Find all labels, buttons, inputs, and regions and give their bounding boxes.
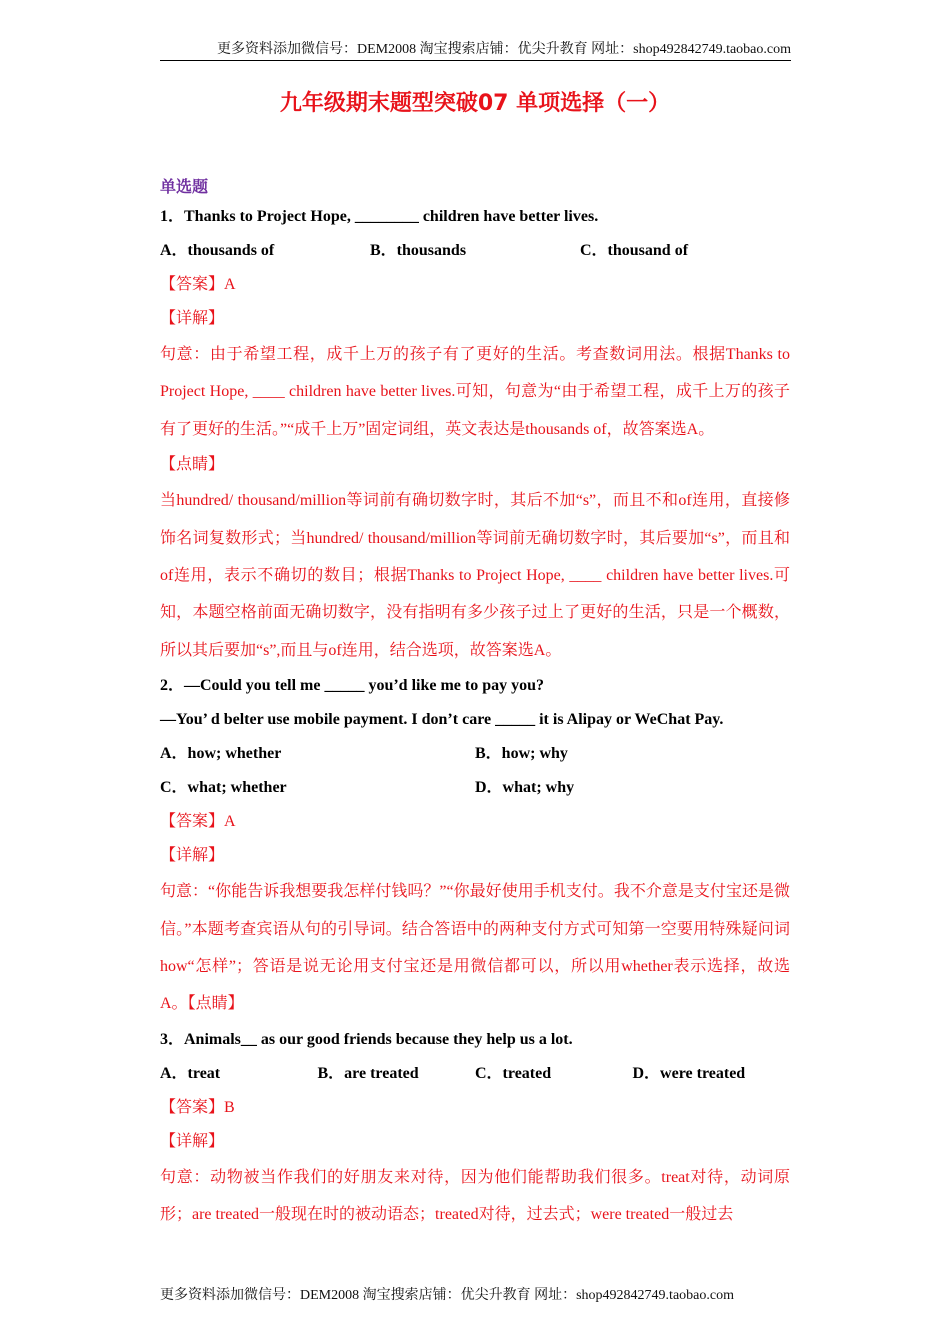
q1-explanation: 句意：由于希望工程，成千上万的孩子有了更好的生活。考查数词用法。根据Thanks to Project Hope, ____ children have better lives.可知，句意为“由于希望工程，成千上万的孩子有了更好的生活。”“成千上万”固定词组，英文表达是thousands of，故答案选A。 bbox=[160, 346, 790, 438]
q2-option-c: C．what; whether bbox=[160, 779, 287, 797]
q2-answer-value: A bbox=[224, 813, 236, 831]
q2-option-d: D．what; why bbox=[475, 779, 575, 797]
q3-answer-value: B bbox=[224, 1098, 235, 1116]
q2-point-label: 【点睛】 bbox=[187, 995, 244, 1013]
answer-label: 【答案】 bbox=[160, 1098, 225, 1116]
q1-answer bbox=[160, 268, 790, 302]
question-2-stem-2: —You’ d belter use mobile payment. I don’t care _____ it is Alipay or WeChat Pay. bbox=[160, 711, 724, 729]
question-1-options bbox=[160, 234, 790, 268]
section-label: 单选题 bbox=[160, 177, 209, 196]
q2-option-a: A．how; whether bbox=[160, 745, 282, 763]
q1-point-label: 【点睛】 bbox=[160, 456, 225, 474]
q1-point: 当hundred/ thousand/million等词前有确切数字时，其后不加“s”，而且不和of连用，直接修饰名词复数形式；当hundred/ thousand/million等词前无确切数字时，其后要加“s”，而且和of连用，表示不确切的数目；根据Thanks to Project Hope, ____ children have better lives.可知，本题空格前面无确切数字，没有指明有多少孩子过上了更好的生活，只是一个概数，所以其后要加“s”,而且与of连用，结合选项，故答案选A。 bbox=[160, 492, 790, 659]
q1-answer-value: A bbox=[224, 276, 236, 293]
q3-option-d: D．were treated bbox=[632, 1064, 746, 1082]
question-3-stem: 3．Animals__ as our good friends because they help us a lot. bbox=[160, 1030, 573, 1048]
q3-option-c: C．treated bbox=[475, 1064, 552, 1082]
question-2-options-row-1 bbox=[160, 737, 790, 771]
page-footer: 更多资料添加微信号：DEM2008 淘宝搜索店铺：优尖升教育 网址：shop492842749.taobao.com bbox=[160, 1288, 734, 1303]
q2-explanation-text: 句意：“你能告诉我想要我怎样付钱吗？”“你最好使用手机支付。我不介意是支付宝还是微信。”本题考查宾语从句的引导词。结合答语中的两种支付方式可知第一空要用特殊疑问词how“怎样”；答语是说无论用支付宝还是用微信都可以，所以用whether表示选择，故选A。 bbox=[160, 883, 790, 1013]
answer-label: 【答案】 bbox=[160, 813, 225, 831]
question-1-stem: 1．Thanks to Project Hope, ________ children have better lives. bbox=[160, 208, 599, 225]
answer-label: 【答案】 bbox=[160, 276, 225, 293]
q2-explanation bbox=[160, 873, 790, 1023]
question-3-options bbox=[160, 1057, 790, 1091]
q1-option-c: C．thousand of bbox=[580, 242, 689, 259]
q2-answer bbox=[160, 805, 790, 839]
q3-explanation: 句意：动物被当作我们的好朋友来对待，因为他们能帮助我们很多。treat对待，动词原形；are treated一般现在时的被动语态；treated对待，过去式；were treated一般过去 bbox=[160, 1168, 790, 1224]
q1-option-b: B．thousands bbox=[370, 242, 467, 259]
q3-answer bbox=[160, 1091, 790, 1125]
q3-option-b: B．are treated bbox=[317, 1064, 419, 1082]
page-header: 更多资料添加微信号：DEM2008 淘宝搜索店铺：优尖升教育 网址：shop492842749.taobao.com bbox=[160, 38, 791, 61]
question-2-stem-1: 2．—Could you tell me _____ you’d like me to pay you? bbox=[160, 677, 545, 695]
question-2-options-row-2 bbox=[160, 771, 790, 805]
q3-explain-label: 【详解】 bbox=[160, 1132, 225, 1150]
document-body bbox=[160, 174, 790, 1234]
q1-option-a: A．thousands of bbox=[160, 242, 275, 259]
q2-explain-label: 【详解】 bbox=[160, 847, 225, 865]
q3-option-a: A．treat bbox=[160, 1064, 221, 1082]
page-title: 九年级期末题型突破07 单项选择（一） bbox=[279, 91, 671, 116]
q2-option-b: B．how; why bbox=[475, 745, 568, 763]
q1-explain-label: 【详解】 bbox=[160, 310, 225, 327]
